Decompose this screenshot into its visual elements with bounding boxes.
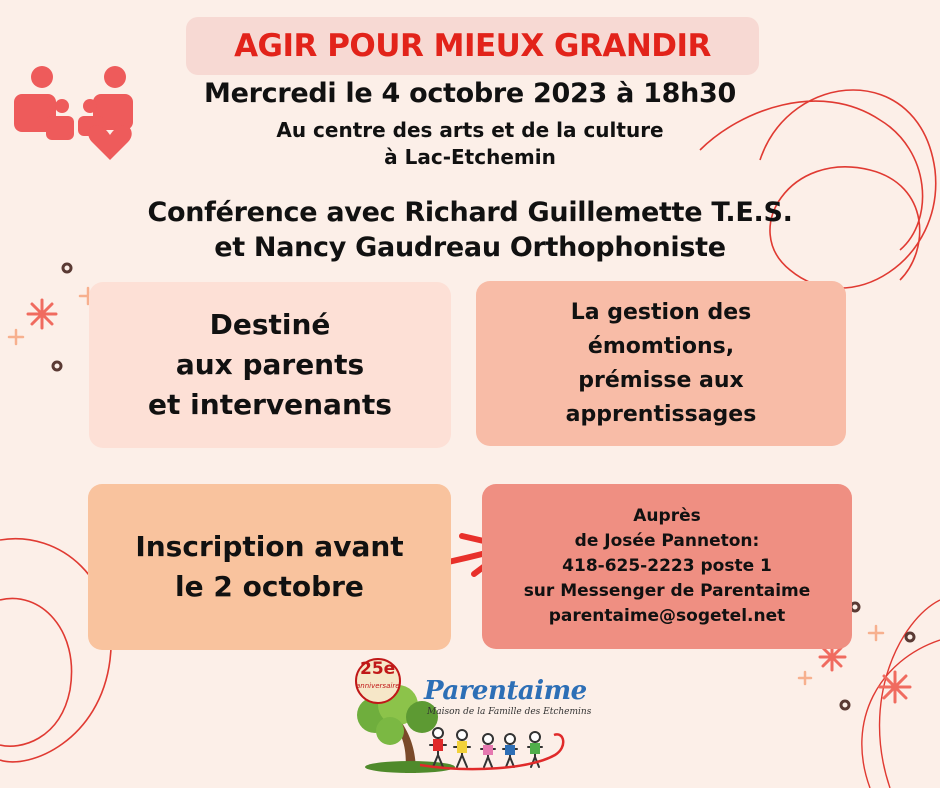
contact-email: parentaime@sogetel.net xyxy=(548,606,786,626)
children-figures-icon xyxy=(430,728,542,767)
conference-line-2: et Nancy Gaudreau Orthophoniste xyxy=(214,232,726,263)
audience-line: aux parents xyxy=(175,348,365,381)
conference-speakers xyxy=(70,195,870,265)
topic-line: La gestion des xyxy=(570,299,752,325)
contact-box xyxy=(482,484,852,649)
audience-line: Destiné xyxy=(209,308,331,341)
registration-line: le 2 octobre xyxy=(175,570,364,603)
venue-line-2: à Lac-Etchemin xyxy=(384,145,556,169)
contact-line: Auprès xyxy=(633,506,701,526)
audience-box xyxy=(89,282,451,448)
topic-line: apprentissages xyxy=(565,401,757,427)
title-banner xyxy=(186,17,759,75)
audience-line: et intervenants xyxy=(148,388,392,421)
event-date: Mercredi le 4 octobre 2023 à 18h30 xyxy=(204,78,736,109)
topic-line: prémisse aux xyxy=(578,367,744,393)
venue-line-1: Au centre des arts et de la culture xyxy=(276,118,664,142)
logo-tagline: Maison de la Famille des Etchemins xyxy=(427,707,592,717)
topic-line: émomtions, xyxy=(587,333,735,359)
registration-box xyxy=(88,484,451,650)
registration-line: Inscription avant xyxy=(135,530,404,563)
conference-line-1: Conférence avec Richard Guillemette T.E.S. xyxy=(147,197,793,228)
anniversary-text: anniversaire xyxy=(356,682,400,690)
topic-box xyxy=(476,281,846,446)
logo-name: Parentaime xyxy=(424,676,587,706)
page-title: AGIR POUR MIEUX GRANDIR xyxy=(234,28,711,64)
contact-line: de Josée Panneton: xyxy=(574,531,760,551)
contact-phone: 418-625-2223 poste 1 xyxy=(562,556,772,576)
event-venue xyxy=(150,117,790,171)
contact-line: sur Messenger de Parentaime xyxy=(523,581,811,601)
family-heart-icon xyxy=(10,64,135,160)
anniversary-number: 25e xyxy=(360,659,396,679)
